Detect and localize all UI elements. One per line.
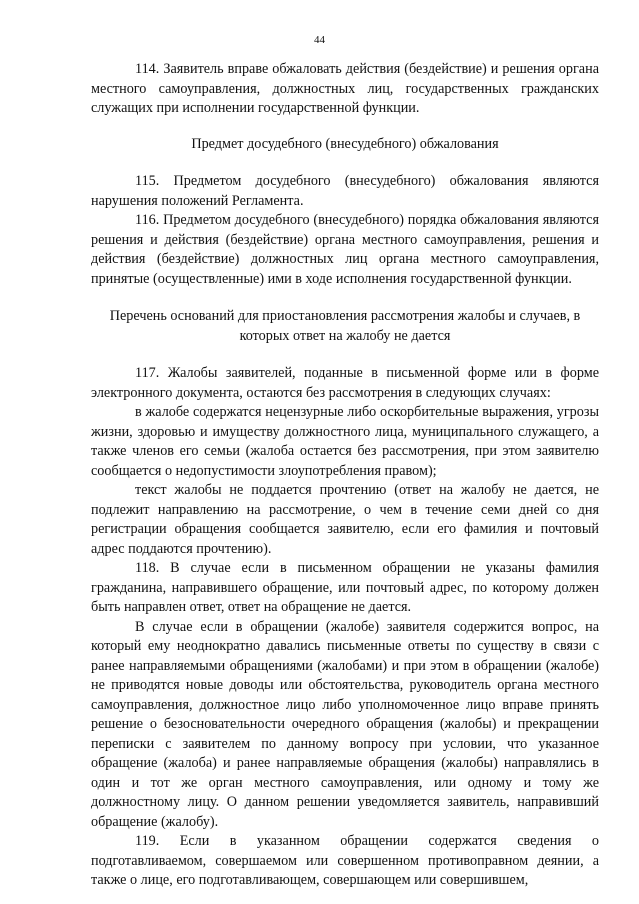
paragraph-114: 114. Заявитель вправе обжаловать действия (бездействие) и решения органа местного самоуправления, должностных лиц, государственных гражданских служащих при исполнении государственной функции. <box>91 61 599 116</box>
paragraph-117-case-2: текст жалобы не поддается прочтению (ответ на жалобу не дается, не подлежит направлению на рассмотрение, о чем в течение семи дней со дня регистрации обращения сообщается заявителю, если его фамилия и почтовый адрес поддаются прочтению). <box>91 482 599 557</box>
section-heading-grounds: Перечень оснований для приостановления рассмотрения жалобы и случаев, в которых ответ на жалобу не дается <box>109 308 581 344</box>
document-body <box>91 60 599 891</box>
paragraph-115: 115. Предметом досудебного (внесудебного) обжалования являются нарушения положений Регламента. <box>91 173 599 209</box>
paragraph-117-case-1: в жалобе содержатся нецензурные либо оскорбительные выражения, угрозы жизни, здоровью и имуществу должностного лица, муниципального служащего, а также членов его семьи (жалоба остается без рассмотрения, при этом заявителю сообщается о недопустимости злоупотребления правом); <box>91 404 599 479</box>
section-heading-subject: Предмет досудебного (внесудебного) обжалования <box>191 135 499 152</box>
paragraph-117: 117. Жалобы заявителей, поданные в письменной форме или в форме электронного документа, остаются без рассмотрения в следующих случаях: <box>91 365 599 401</box>
paragraph-116: 116. Предметом досудебного (внесудебного) порядка обжалования являются решения и действия (бездействие) органа местного самоуправления, решения и действия (бездействие) должностных лиц органа местного самоуправления, принятые (осуществленные) ими в ходе исполнения государственной функции. <box>91 212 599 287</box>
paragraph-119: 119. Если в указанном обращении содержатся сведения о подготавливаемом, совершаемом или совершенном противоправном деянии, а также о лице, его подготавливающем, совершающем или совершившем, <box>91 833 599 888</box>
page-number: 44 <box>314 34 325 46</box>
paragraph-118-repeated-appeal: В случае если в обращении (жалобе) заявителя содержится вопрос, на который ему неоднократно давались письменные ответы по существу в связи с ранее направляемыми обращениями (жалобами) и при этом в обращении (жалобе) не приводятся новые доводы или обстоятельства, руководитель органа местного самоуправления, должностное лицо либо уполномоченное лицо вправе принять решение о безосновательности очередного обращения (жалобы) и прекращении переписки с заявителем по данному вопросу при условии, что указанное обращение (жалоба) и ранее направляемые обращения (жалобы) направлялись в один и тот же орган местного самоуправления, или одному и тому же должностному лицу. О данном решении уведомляется заявитель, направивший обращение (жалобу). <box>91 618 599 830</box>
paragraph-118: 118. В случае если в письменном обращении не указаны фамилия гражданина, направившего обращение, или почтовый адрес, по которому должен быть направлен ответ, ответ на обращение не дается. <box>91 560 599 615</box>
